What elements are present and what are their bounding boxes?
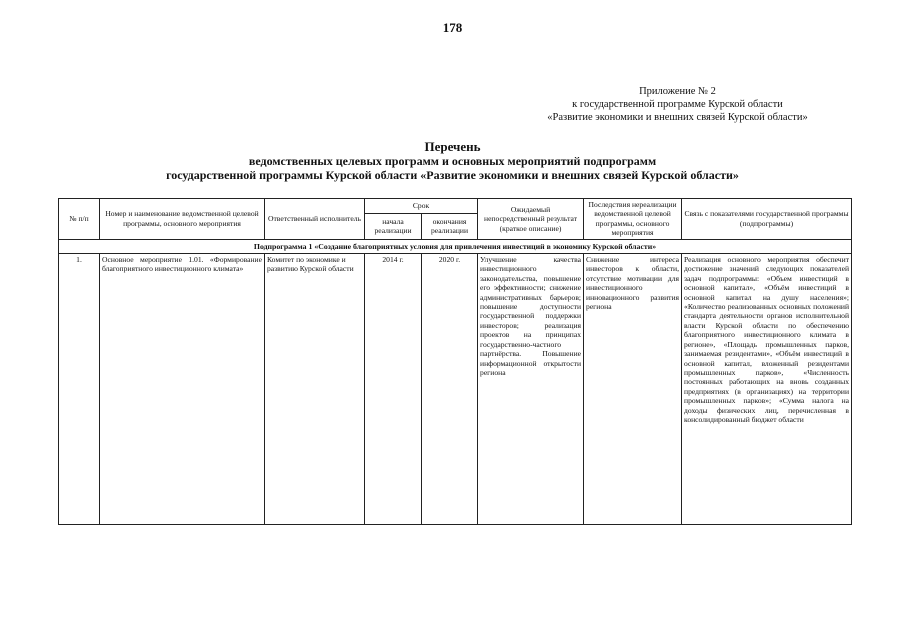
- cell-name: Основное мероприятие 1.01. «Формирование благоприятного инвестиционного климата»: [100, 254, 265, 525]
- appendix-line-2: к государственной программе Курской области: [572, 99, 783, 110]
- cell-consequences: Снижение интереса инвесторов к области, отсутствие мотивации для инвестиционного инновационного развития региона: [584, 254, 682, 525]
- header-executor: Ответственный исполнитель: [265, 199, 365, 240]
- cell-link: Реализация основного мероприятия обеспечит достижение значений следующих показателей задач подпрограммы: «Объем инвестиций в основной капитал», «Объём инвестиций в основной капитал на душу населения»; «Количество реализованных основных положений стандарта деятельности органов исполнительной власти Курской области по обеспечению благоприятного инвестиционного климата в регионе», «Площадь промышленных парков, занимаемая резидентами», «Объём инвестиций в основной капитал, вложенный резидентами промышленных парков», «Численность постоянных работающих на вновь созданных предприятиях (в организациях) на территории промышленных парков»; «Сумма налога на доходы физических лиц, перечисленная в консолидированный бюджет области: [682, 254, 852, 525]
- subprogram-row: [59, 239, 852, 253]
- header-name: Номер и наименование ведомственной целевой программы, основного мероприятия: [100, 199, 265, 240]
- appendix-line-1: Приложение № 2: [639, 86, 716, 97]
- header-consequences: Последствия нереализации ведомственной целевой программы, основного мероприятия: [584, 199, 682, 240]
- header-result: Ожидаемый непосредственный результат (краткое описание): [478, 199, 584, 240]
- cell-start: 2014 г.: [365, 254, 422, 525]
- programs-table: [58, 198, 852, 525]
- title-line-1: Перечень: [424, 139, 481, 154]
- page-number: 178: [442, 20, 463, 35]
- cell-end: 2020 г.: [422, 254, 478, 525]
- cell-result: Улучшение качества инвестиционного законодательства, повышение его эффективности; снижение административных барьеров; повышение доступности государственной поддержки инвесторов; реализация проектов на принципах государственно-частного партнёрства. Повышение информационной открытости региона: [478, 254, 584, 525]
- document-title: [60, 140, 845, 182]
- appendix-note: [480, 85, 875, 124]
- header-num: № п/п: [59, 199, 100, 240]
- title-line-3: государственной программы Курской области «Развитие экономики и внешних связей Курской области»: [166, 168, 739, 182]
- title-line-2: ведомственных целевых программ и основных мероприятий подпрограмм: [248, 154, 657, 168]
- cell-num: 1.: [59, 254, 100, 525]
- appendix-line-3: «Развитие экономики и внешних связей Курской области»: [547, 112, 808, 123]
- cell-executor: Комитет по экономике и развитию Курской области: [265, 254, 365, 525]
- table-row: [59, 254, 852, 525]
- header-term: Срок: [365, 199, 478, 214]
- header-term-end: окончания реализации: [422, 213, 478, 239]
- header-link: Связь с показателями государственной программы (подпрограммы): [682, 199, 852, 240]
- header-term-start: начала реализации: [365, 213, 422, 239]
- subprogram-title: Подпрограмма 1 «Создание благоприятных условия для привлечения инвестиций в экономику Курской области»: [59, 239, 852, 253]
